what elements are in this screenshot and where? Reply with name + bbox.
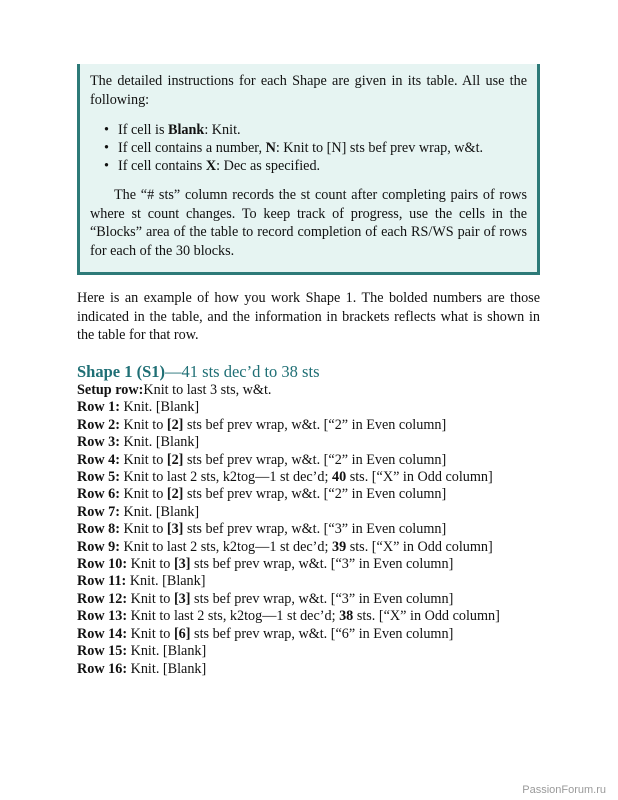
row-instruction <box>77 382 547 399</box>
row-instruction <box>77 608 547 625</box>
row-instruction <box>77 521 547 538</box>
row-label: Row 14: <box>77 625 128 642</box>
row-label: Row 6: <box>77 486 120 503</box>
row-text: Knit to last 2 sts, k2tog—1 st dec’d; <box>119 538 332 555</box>
row-text: Knit to last 2 sts, k2tog—1 st dec’d; <box>127 608 340 625</box>
row-bold-value: [2] <box>166 451 184 468</box>
row-bold-value: 38 <box>339 608 354 625</box>
row-bold-value: 39 <box>331 538 347 555</box>
row-label: Row 7: <box>77 503 120 520</box>
row-text: sts bef prev wrap, w&t. [“3” in Even column] <box>190 590 454 607</box>
row-text: Knit. [Blank] <box>119 503 200 520</box>
row-label: Setup row: <box>77 382 144 398</box>
row-text: Knit. [Blank] <box>127 643 207 660</box>
row-label: Row 9: <box>77 538 120 555</box>
row-text: sts bef prev wrap, w&t. [“2” in Even column] <box>183 416 447 433</box>
row-label: Row 13: <box>77 608 128 625</box>
shape-heading: Shape 1 (S1)—41 sts dec’d to 38 sts <box>77 362 320 381</box>
row-label: Row 2: <box>77 416 120 433</box>
row-instruction <box>77 469 547 486</box>
row-label: Row 8: <box>77 521 120 538</box>
row-text: sts bef prev wrap, w&t. [“6” in Even column] <box>190 625 454 642</box>
row-text: Knit to <box>127 625 174 642</box>
row-instruction <box>77 573 547 590</box>
row-text: Knit to <box>127 590 174 607</box>
row-instruction <box>77 417 547 434</box>
note-stitch-count-paragraph: The “# sts” column records the st count after completing pairs of rows where st count changes. To keep track of progress, use the cells in the “Blocks” area of the table to record completion of each RS/WS pair of rows for each of the 30 blocks. <box>90 187 527 259</box>
row-instruction <box>77 399 547 416</box>
row-label: Row 3: <box>77 434 120 451</box>
row-text: Knit. [Blank] <box>119 399 200 416</box>
row-instruction <box>77 452 547 469</box>
row-bold-value: [3] <box>166 521 184 538</box>
note-bullet-x: • If cell contains X: Dec as specified. <box>118 157 527 175</box>
row-bold-value: [2] <box>166 486 184 503</box>
row-label: Row 15: <box>77 643 128 660</box>
row-instruction <box>77 661 547 678</box>
row-text: Knit to last 2 sts, k2tog—1 st dec’d; <box>119 469 332 486</box>
row-text: Knit to <box>119 521 167 538</box>
row-text: Knit to <box>127 556 174 573</box>
row-text: Knit. [Blank] <box>119 434 200 451</box>
row-bold-value: [6] <box>173 625 191 642</box>
row-text: sts. [“X” in Odd column] <box>346 538 493 555</box>
row-label: Row 16: <box>77 660 128 677</box>
row-instruction <box>77 591 547 608</box>
row-bold-value: [3] <box>173 590 191 607</box>
row-instruction <box>77 434 547 451</box>
row-label: Row 1: <box>77 399 120 416</box>
row-text: Knit. [Blank] <box>127 660 207 677</box>
row-text: sts bef prev wrap, w&t. [“2” in Even column] <box>183 486 447 503</box>
row-text: Knit to <box>119 451 167 468</box>
row-text: sts bef prev wrap, w&t. [“2” in Even column] <box>183 451 447 468</box>
watermark: PassionForum.ru <box>522 784 606 796</box>
row-bold-value: 40 <box>331 469 347 486</box>
row-text: Knit. [Blank] <box>126 573 206 590</box>
row-instruction <box>77 556 547 573</box>
row-label: Row 11: <box>77 573 127 590</box>
row-text: Knit to <box>119 416 167 433</box>
row-text: sts bef prev wrap, w&t. [“3” in Even column] <box>183 521 447 538</box>
note-bullet-blank: • If cell is Blank: Knit. <box>118 121 527 139</box>
row-text: sts bef prev wrap, w&t. [“3” in Even column] <box>190 556 454 573</box>
row-text: sts. [“X” in Odd column] <box>346 469 493 486</box>
example-paragraph: Here is an example of how you work Shape 1. The bolded numbers are those indicated in the table, and the information in brackets reflects what is shown in the table for that row. <box>77 290 540 343</box>
row-label: Row 10: <box>77 556 128 573</box>
row-bold-value: [2] <box>166 416 184 433</box>
row-text: Knit to last 3 sts, w&t. <box>143 382 272 398</box>
row-instruction <box>77 486 547 503</box>
row-label: Row 4: <box>77 451 120 468</box>
row-text: sts. [“X” in Odd column] <box>353 608 500 625</box>
instructions-note-box <box>77 64 540 275</box>
row-instruction <box>77 539 547 556</box>
row-label: Row 5: <box>77 469 120 486</box>
row-instructions <box>77 382 547 678</box>
row-text: Knit to <box>119 486 167 503</box>
note-bullet-list <box>90 121 527 175</box>
note-bullet-number: • If cell contains a number, N: Knit to [N] sts bef prev wrap, w&t. <box>118 139 527 157</box>
row-bold-value: [3] <box>173 556 191 573</box>
note-intro: The detailed instructions for each Shape are given in its table. All use the following: <box>90 73 527 108</box>
row-instruction <box>77 626 547 643</box>
row-instruction <box>77 643 547 660</box>
row-instruction <box>77 504 547 521</box>
row-label: Row 12: <box>77 590 128 607</box>
